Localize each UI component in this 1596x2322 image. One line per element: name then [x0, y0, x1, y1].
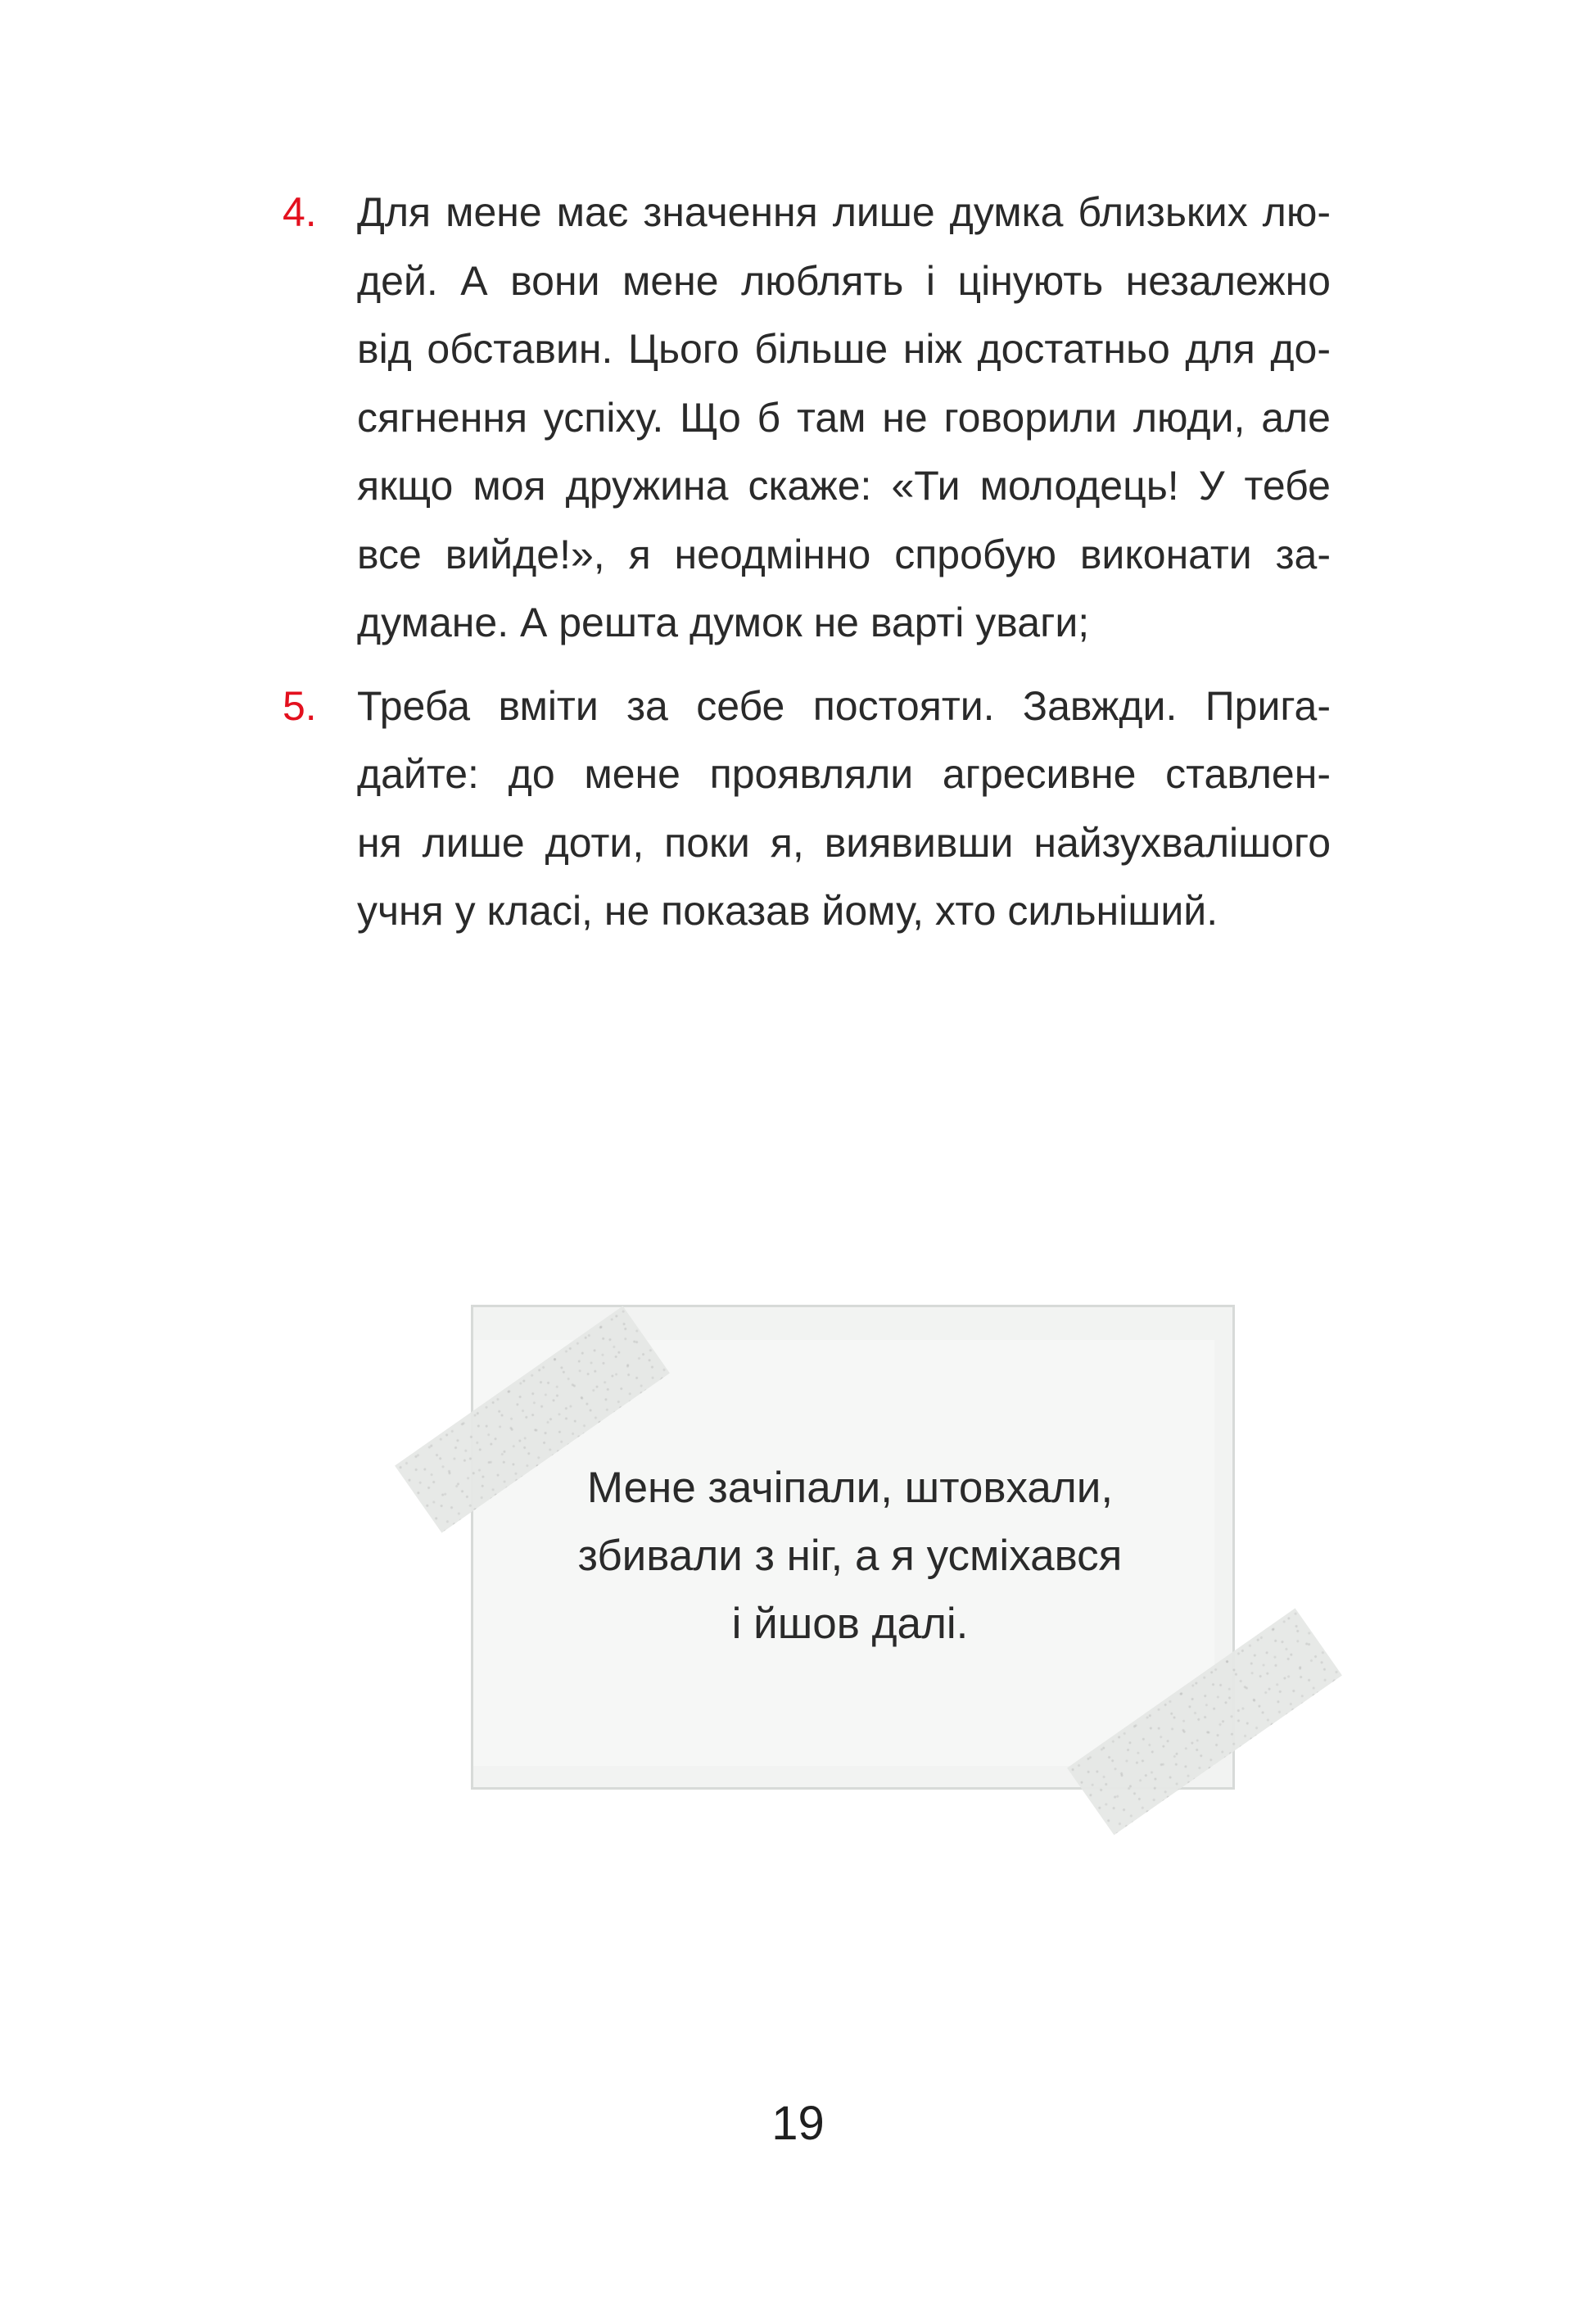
note-quote	[494, 1454, 1206, 1658]
list-item-line: Для мене має значення лише думка близьких лю-	[357, 189, 1331, 235]
list-item-number: 4.	[283, 189, 317, 235]
list-item-line: дей. А вони мене люблять і цінують незалежно	[357, 257, 1331, 304]
list-item	[283, 672, 1331, 946]
list-item-line: думане. А решта думок не варті уваги;	[357, 600, 1090, 645]
list-item-number: 5.	[283, 682, 317, 729]
note-quote-line: Мене зачіпали, штовхали,	[586, 1464, 1114, 1512]
page-number: 19	[771, 2097, 825, 2150]
list-item-line: ня лише доти, поки я, виявивши найзухвалішого	[357, 819, 1331, 866]
list-item-line: все вийде!», я неодмінно спробую виконати за-	[357, 531, 1331, 577]
quote-note	[461, 1282, 1235, 1790]
list-item-line: якщо моя дружина скаже: «Ти молодець! У тебе	[357, 463, 1331, 509]
list-item	[283, 179, 1331, 658]
list-item-line: Треба вміти за себе постояти. Завжди. Прига-	[357, 682, 1331, 729]
main-text	[283, 179, 1331, 961]
list-item-line: сягнення успіху. Що б там не говорили люди, але	[357, 394, 1331, 441]
list-item-line: учня у класі, не показав йому, хто сильніший.	[357, 888, 1218, 934]
note-quote-line: збивали з ніг, а я усміхався	[577, 1532, 1123, 1580]
note-quote-line: і йшов далі.	[731, 1600, 969, 1648]
list-item-line: від обставин. Цього більше ніж достатньо для до-	[357, 326, 1331, 372]
list-item-line: дайте: до мене проявляли агресивне ставлен-	[357, 751, 1331, 797]
